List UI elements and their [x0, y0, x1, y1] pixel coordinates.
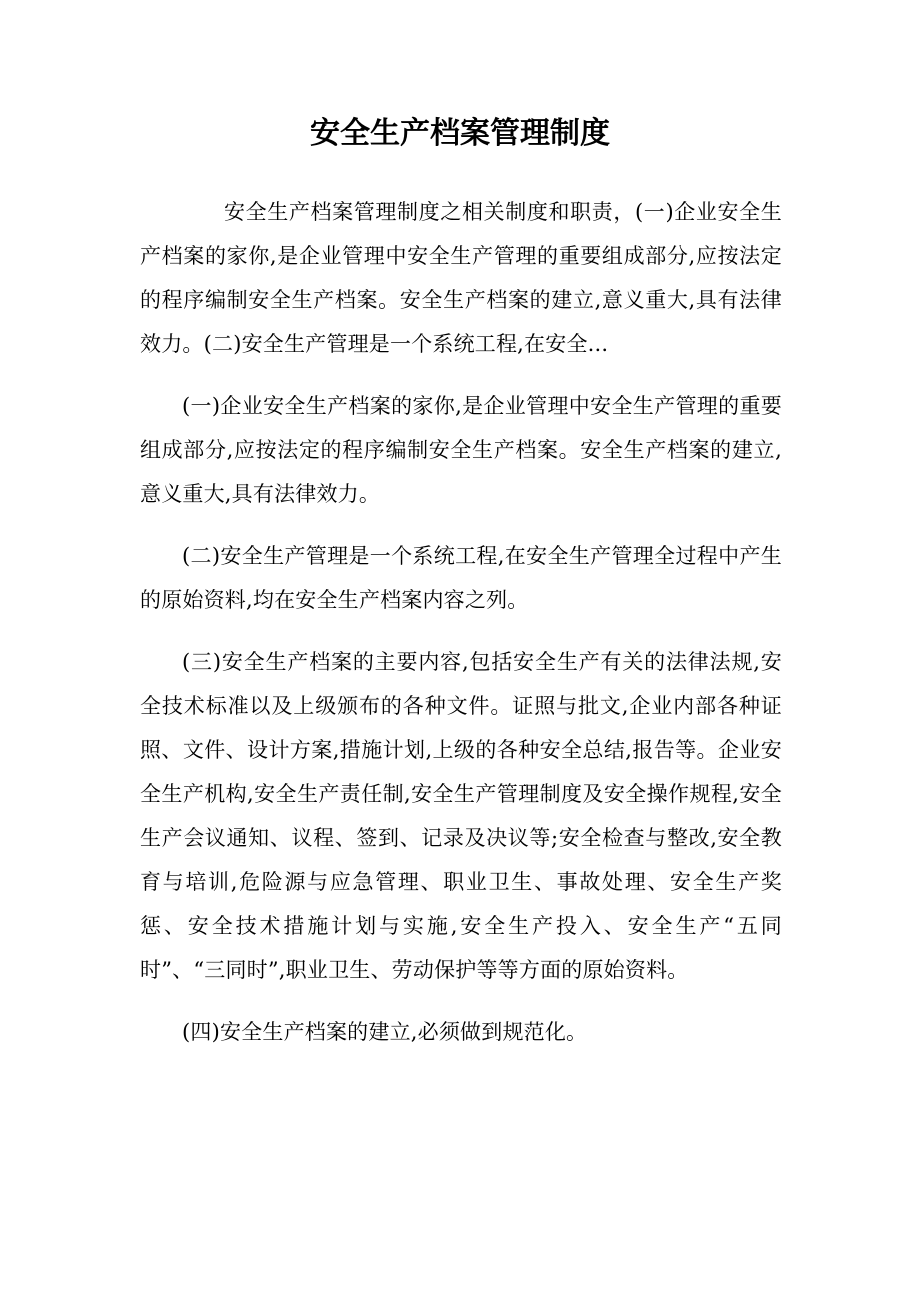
paragraph-item-2: (二)安全生产管理是一个系统工程,在安全生产管理全过程中产生的原始资料,均在安全生产档案内容之列。	[140, 544, 782, 612]
document-title: 安全生产档案管理制度	[310, 116, 610, 151]
paragraph-item-4: (四)安全生产档案的建立,必须做到规范化。	[182, 1020, 588, 1044]
paragraph-item-3: (三)安全生产档案的主要内容,包括安全生产有关的法律法规,安全技术标准以及上级颁布的各种文件。证照与批文,企业内部各种证照、文件、设计方案,措施计划,上级的各种安全总结,报告等。企业安全生产机构,安全生产责任制,安全生产管理制度及安全操作规程,安全生产会议通知、议程、签到、记录及决议等;安全检查与整改,安全教育与培训,危险源与应急管理、职业卫生、事故处理、安全生产奖惩、安全技术措施计划与实施,安全生产投入、安全生产“五同时”、“三同时”,职业卫生、劳动保护等等方面的原始资料。	[140, 650, 782, 982]
intro-paragraph: 安全生产档案管理制度之相关制度和职责，(一)企业安全生产档案的家你,是企业管理中安全生产管理的重要组成部分,应按法定的程序编制安全生产档案。安全生产档案的建立,意义重大,具有法律效力。(二)安全生产管理是一个系统工程,在安全...	[140, 200, 782, 356]
document-body	[140, 190, 782, 1054]
paragraph-item-1: (一)企业安全生产档案的家你,是企业管理中安全生产管理的重要组成部分,应按法定的程序编制安全生产档案。安全生产档案的建立,意义重大,具有法律效力。	[140, 394, 782, 506]
